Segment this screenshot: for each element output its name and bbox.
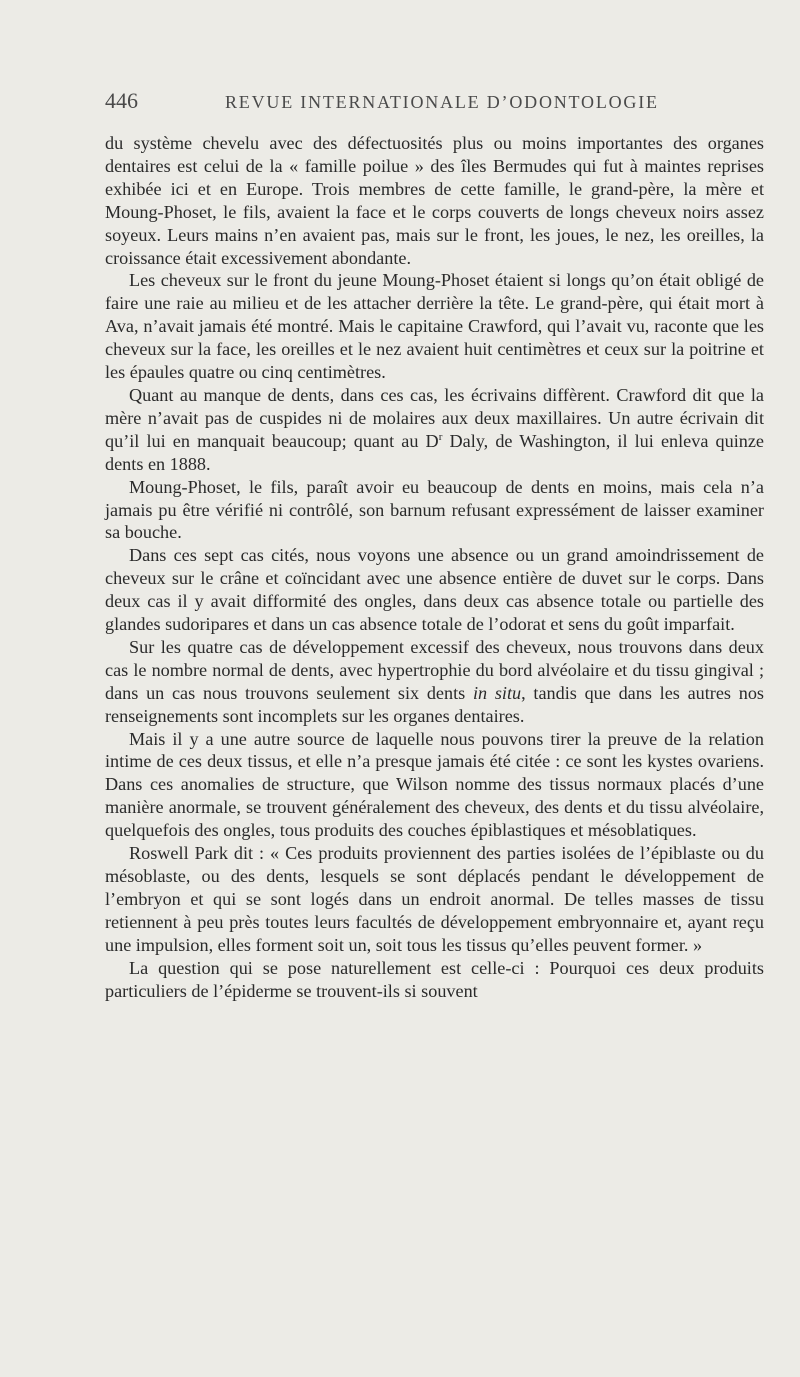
paragraph-3-text-a: Quant au manque de dents, dans ces cas, les écrivains diffèrent. Crawford dit que la mère n’avait pas de cuspides ni de molaires aux deux maxillaires. Un autre écrivain dit qu’il lui en manquait beaucoup; quant au D	[105, 384, 764, 451]
paragraph-6	[105, 636, 764, 728]
paragraph-2: Les cheveux sur le front du jeune Moung-Phoset étaient si longs qu’on était obligé de faire une raie au milieu et de les attacher derrière la tête. Le grand-père, qui était mort à Ava, n’avait jamais été montré. Mais le capitaine Crawford, qui l’avait vu, raconte que les cheveux sur la face, les oreilles et le nez avaient huit centimètres et ceux sur la poitrine et les épaules quatre ou cinq centimètres.	[105, 270, 764, 383]
paragraph-7: Mais il y a une autre source de laquelle nous pouvons tirer la preuve de la relation intime de ces deux tissus, et elle n’a presque jamais été citée : ce sont les kystes ovariens. Dans ces anomalies de structure, que Wilson nomme des tissus normaux placés d’une manière anormale, se trouvent généralement des cheveux, des dents et du tissu alvéolaire, quelquefois des ongles, tous produits des couches épiblastiques et mésoblatiques.	[105, 728, 764, 841]
paragraph-6-text-b: , tandis que dans les autres nos renseignements sont incomplets sur les organes dentaires.	[105, 682, 764, 726]
article-body	[105, 132, 764, 1002]
running-header	[105, 88, 764, 114]
paragraph-8: Roswell Park dit : « Ces produits proviennent des parties isolées de l’épiblaste ou du mésoblaste, ou des dents, lesquels se sont déplacés pendant le développement de l’embryon et qui se sont logés dans un endroit anormal. De telles masses de tissu retiennent à peu près toutes leurs facultés de développement embryonnaire et, ayant reçu une impulsion, elles forment soit un, soit tous les tissus qu’elles peuvent former. »	[105, 843, 764, 955]
paragraph-5: Dans ces sept cas cités, nous voyons une absence ou un grand amoindrissement de cheveux sur le crâne et coïncidant avec une absence entière de duvet sur le corps. Dans deux cas il y avait difformité des ongles, dans deux cas absence totale ou partielle des glandes sudoripares et dans un cas absence totale de l’odorat et sens du goût imparfait.	[105, 545, 764, 635]
paragraph-1: du système chevelu avec des défectuosités plus ou moins importantes des organes dentaires est celui de la « famille poilue » des îles Bermudes qui fut à maintes reprises exhibée ici et en Europe. Trois membres de cette famille, le grand-père, la mère et Moung-Phoset, le fils, avaient la face et le corps couverts de longs cheveux noirs assez soyeux. Leurs mains n’en avaient pas, mais sur le front, les joues, le nez, les oreilles, la croissance était excessivement abondante.	[105, 133, 764, 268]
journal-title: REVUE INTERNATIONALE D’ODONTOLOGIE	[225, 92, 659, 112]
paragraph-6-text-a: Sur les quatre cas de développement excessif des cheveux, nous trouvons dans deux cas le nombre normal de dents, avec hypertrophie du bord alvéolaire et du tissu gingival ; dans un cas nous trouvons seulement six dents	[105, 636, 764, 703]
paragraph-4: Moung-Phoset, le fils, paraît avoir eu beaucoup de dents en moins, mais cela n’a jamais pu être vérifié ni contrôlé, son barnum refusant expressément de laisser examiner sa bouche.	[105, 476, 764, 543]
in-situ-italic: in situ	[472, 682, 522, 703]
page-number: 446	[105, 88, 138, 113]
paragraph-9: La question qui se pose naturellement est celle-ci : Pourquoi ces deux produits particuliers de l’épiderme se trouvent-ils si souvent	[105, 957, 764, 1001]
paragraph-3-text-b: Daly, de Washington, il lui enleva quinze dents en 1888.	[105, 430, 765, 474]
paragraph-3	[105, 384, 764, 476]
doctor-superscript: r	[438, 430, 443, 443]
